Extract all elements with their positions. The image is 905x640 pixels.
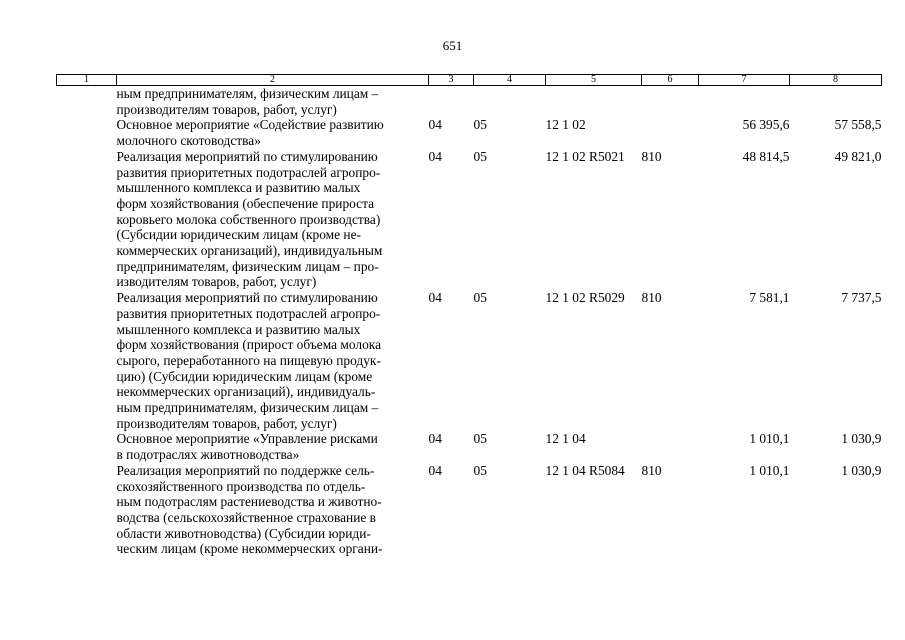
row-description bbox=[117, 463, 429, 557]
expense-type-code bbox=[642, 117, 699, 148]
description-line: предпринимателям, физическим лицам – про- bbox=[116, 258, 379, 274]
description-line: ным предпринимателям, физическим лицам – bbox=[116, 86, 379, 101]
description-line: коровьего молока собственного производства) bbox=[116, 211, 381, 227]
section-code: 04 bbox=[428, 148, 442, 164]
description-line: ным предпринимателям, физическим лицам – bbox=[116, 400, 379, 416]
row-description bbox=[117, 290, 429, 431]
target-article-code: 12 1 04 bbox=[545, 431, 586, 447]
description-line: цию) (Субсидии юридическим лицам (кроме bbox=[116, 368, 373, 384]
section-code: 04 bbox=[428, 462, 442, 478]
table-row bbox=[57, 431, 882, 462]
subsection-code: 05 bbox=[473, 462, 487, 478]
amount-year-1: 48 814,5 bbox=[742, 148, 790, 164]
target-article-code: 12 1 02 bbox=[545, 117, 586, 133]
description-line: сырого, переработанного на пищевую продук- bbox=[116, 352, 381, 368]
column-number-header bbox=[57, 75, 882, 86]
expense-type-code: 810 bbox=[641, 462, 662, 478]
amount-year-1 bbox=[699, 86, 790, 118]
subsection-code: 05 bbox=[473, 148, 487, 164]
header-col-8: 8 bbox=[790, 75, 882, 86]
description-line: мышленного комплекса и развитию малых bbox=[116, 180, 361, 196]
description-line: Реализация мероприятий по стимулированию bbox=[116, 290, 378, 306]
description-line: Реализация мероприятий по поддержке сель- bbox=[116, 462, 375, 478]
description-line: Реализация мероприятий по стимулированию bbox=[116, 148, 378, 164]
section-code: 04 bbox=[428, 431, 442, 447]
amount-year-2: 7 737,5 bbox=[841, 290, 882, 306]
header-col-1: 1 bbox=[57, 75, 117, 86]
subsection-code: 05 bbox=[473, 431, 487, 447]
target-article-code: 12 1 04 R5084 bbox=[545, 462, 625, 478]
description-line: (Субсидии юридическим лицам (кроме не- bbox=[116, 227, 361, 243]
amount-year-1: 1 010,1 bbox=[749, 431, 790, 447]
amount-year-1: 56 395,6 bbox=[742, 117, 790, 133]
page-number: 651 bbox=[442, 38, 463, 53]
header-col-2: 2 bbox=[117, 75, 429, 86]
section-code bbox=[429, 86, 474, 118]
header-col-7: 7 bbox=[699, 75, 790, 86]
description-line: развития приоритетных подотраслей агропро- bbox=[116, 164, 381, 180]
description-line: производителям товаров, работ, услуг) bbox=[116, 415, 337, 431]
amount-year-1: 7 581,1 bbox=[749, 290, 790, 306]
description-line: области животноводства) (Субсидии юриди- bbox=[116, 525, 371, 541]
description-line: развития приоритетных подотраслей агропро- bbox=[116, 305, 381, 321]
row-description bbox=[117, 117, 429, 148]
target-article-code: 12 1 02 R5029 bbox=[545, 290, 625, 306]
description-line: изводителям товаров, работ, услуг) bbox=[116, 274, 317, 290]
row-description bbox=[117, 149, 429, 290]
expense-type-code: 810 bbox=[641, 290, 662, 306]
amount-year-1: 1 010,1 bbox=[749, 462, 790, 478]
table-row bbox=[57, 463, 882, 557]
description-line: молочного скотоводства» bbox=[116, 133, 261, 149]
description-line: форм хозяйствования (прирост объема молока bbox=[116, 337, 382, 353]
description-line: мышленного комплекса и развитию малых bbox=[116, 321, 361, 337]
target-article-code: 12 1 02 R5021 bbox=[545, 148, 625, 164]
subsection-code: 05 bbox=[473, 290, 487, 306]
description-line: водства (сельскохозяйственное страхование в bbox=[116, 509, 376, 525]
header-col-5: 5 bbox=[546, 75, 642, 86]
row-description bbox=[117, 86, 429, 118]
amount-year-2: 1 030,9 bbox=[841, 431, 882, 447]
description-line: коммерческих организаций), индивидуальным bbox=[116, 243, 383, 259]
table-row bbox=[57, 86, 882, 118]
table-row bbox=[57, 290, 882, 431]
description-line: Основное мероприятие «Управление рисками bbox=[116, 431, 378, 447]
description-line: Основное мероприятие «Содействие развитию bbox=[116, 117, 384, 133]
description-line: производителям товаров, работ, услуг) bbox=[116, 101, 337, 117]
subsection-code bbox=[474, 86, 546, 118]
expense-type-code bbox=[642, 86, 699, 118]
budget-table bbox=[56, 74, 882, 557]
description-line: ным подотраслям растениеводства и животно- bbox=[116, 494, 382, 510]
row-number-cell bbox=[57, 290, 117, 431]
subsection-code: 05 bbox=[473, 117, 487, 133]
row-number-cell bbox=[57, 86, 117, 118]
row-number-cell bbox=[57, 117, 117, 148]
target-article-code bbox=[546, 86, 642, 118]
row-number-cell bbox=[57, 149, 117, 290]
header-col-3: 3 bbox=[429, 75, 474, 86]
description-line: ческим лицам (кроме некоммерческих органи- bbox=[116, 541, 383, 557]
description-line: форм хозяйствования (обеспечение прироста bbox=[116, 195, 375, 211]
row-description bbox=[117, 431, 429, 462]
section-code: 04 bbox=[428, 290, 442, 306]
amount-year-2: 49 821,0 bbox=[834, 148, 882, 164]
description-line: скохозяйственного производства по отдель- bbox=[116, 478, 366, 494]
amount-year-2: 57 558,5 bbox=[834, 117, 882, 133]
row-number-cell bbox=[57, 463, 117, 557]
table-row bbox=[57, 117, 882, 148]
header-col-6: 6 bbox=[642, 75, 699, 86]
amount-year-2: 1 030,9 bbox=[841, 462, 882, 478]
amount-year-2 bbox=[790, 86, 882, 118]
description-line: в подотраслях животноводства» bbox=[116, 447, 300, 463]
expense-type-code: 810 bbox=[641, 148, 662, 164]
expense-type-code bbox=[642, 431, 699, 462]
table-row bbox=[57, 149, 882, 290]
section-code: 04 bbox=[428, 117, 442, 133]
header-col-4: 4 bbox=[474, 75, 546, 86]
row-number-cell bbox=[57, 431, 117, 462]
description-line: некоммерческих организаций), индивидуаль- bbox=[116, 384, 376, 400]
